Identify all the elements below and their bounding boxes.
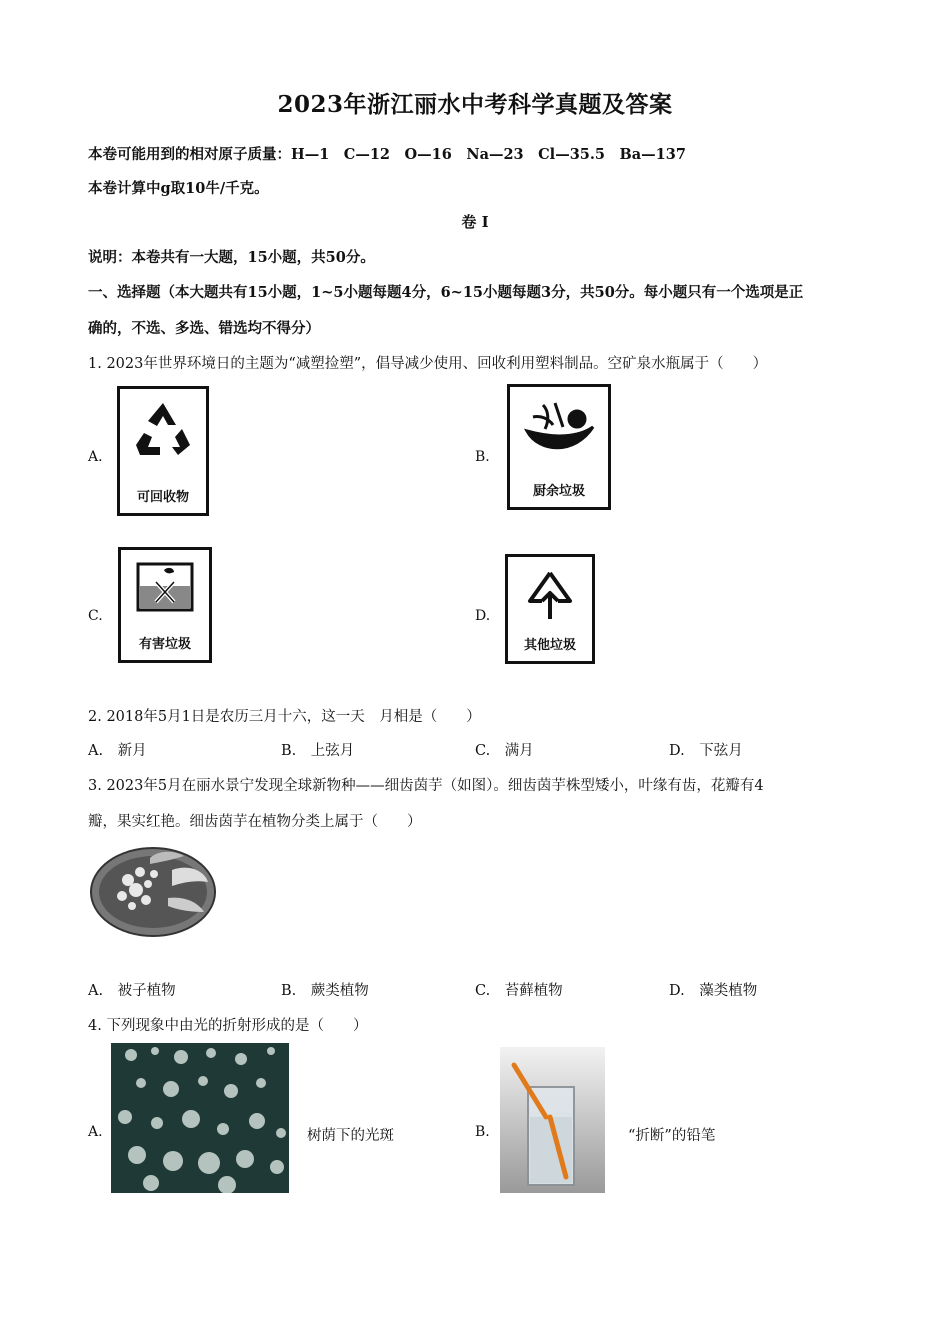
q1-option-c-sign-text: 有害垃圾 xyxy=(138,637,191,652)
plant-photo-image xyxy=(88,840,218,940)
q3-option-b: B. 蕨类植物 xyxy=(281,983,369,999)
q4-option-b-image xyxy=(500,1047,605,1193)
atomic-masses: 本卷可能用到的相对原子质量：H—1 C—12 O—16 Na—23 Cl—35.5 Ba—137 xyxy=(88,146,686,163)
q1-option-b-sign-text: 厨余垃圾 xyxy=(532,484,585,499)
section-note: 说明：本卷共有一大题，15小题，共50分。 xyxy=(88,249,375,266)
q2-option-c: C. 满月 xyxy=(475,743,534,759)
question-3-line2: 瓣，果实红艳。细齿茵芋在植物分类上属于（ ） xyxy=(88,814,422,830)
part1-instructions-line1: 一、选择题（本大题共有15小题，1~5小题每题4分，6~15小题每题3分，共50分。每小题只有一个选项是正 xyxy=(88,284,804,301)
q2-option-b: B. 上弦月 xyxy=(281,743,355,759)
q2-option-d: D. 下弦月 xyxy=(669,743,743,759)
q3-plant-image xyxy=(88,840,218,940)
page-title: 2023年浙江丽水中考科学真题及答案 xyxy=(277,91,673,118)
q3-option-a: A. 被子植物 xyxy=(88,983,176,999)
food-waste-icon xyxy=(519,397,599,461)
q1-option-d-sign-text: 其他垃圾 xyxy=(523,638,576,653)
q1-option-a-label: A. xyxy=(88,449,103,465)
other-waste-icon xyxy=(522,567,578,623)
q3-option-d: D. 藻类植物 xyxy=(669,983,758,999)
q1-option-b-label: B. xyxy=(475,449,490,465)
q1-option-d-sign xyxy=(505,554,595,664)
question-4-text: 4. 下列现象中由光的折射形成的是（ ） xyxy=(88,1018,368,1034)
part1-instructions-line2: 确的，不选、多选、错选均不得分） xyxy=(88,320,320,337)
gravity-note: 本卷计算中g取10牛/千克。 xyxy=(88,180,269,197)
recycle-icon xyxy=(132,399,194,461)
q1-option-c-sign xyxy=(118,547,212,663)
question-3-line1: 3. 2023年5月在丽水景宁发现全球新物种——细齿茵芋（如图）。细齿茵芋株型矮小，叶缘有齿，花瓣有4 xyxy=(88,778,764,794)
q1-option-b-sign xyxy=(507,384,611,510)
q4-option-b-label: B. xyxy=(475,1124,490,1140)
q1-option-a-sign-text: 可回收物 xyxy=(136,490,189,505)
hazardous-icon xyxy=(134,560,196,614)
q1-option-c-label: C. xyxy=(88,608,103,624)
q1-option-a-sign xyxy=(117,386,209,516)
q4-option-a-caption: 树荫下的光斑 xyxy=(307,1128,394,1144)
q4-option-b-caption: “折断”的铅笔 xyxy=(628,1128,716,1144)
section-title: 卷 I xyxy=(461,213,489,231)
q3-option-c: C. 苔藓植物 xyxy=(475,983,563,999)
question-2-text: 2. 2018年5月1日是农历三月十六，这一天 月相是（ ） xyxy=(88,709,481,725)
question-1-text: 1. 2023年世界环境日的主题为“减塑捡塑”，倡导减少使用、回收利用塑料制品。空矿泉水瓶属于（ ） xyxy=(88,356,768,372)
q1-option-d-label: D. xyxy=(475,608,491,624)
light-spots-photo xyxy=(111,1043,289,1193)
q4-option-a-label: A. xyxy=(88,1124,103,1140)
q2-option-a: A. 新月 xyxy=(88,743,147,759)
q4-option-a-image xyxy=(111,1043,289,1193)
bent-pencil-photo xyxy=(500,1047,605,1193)
